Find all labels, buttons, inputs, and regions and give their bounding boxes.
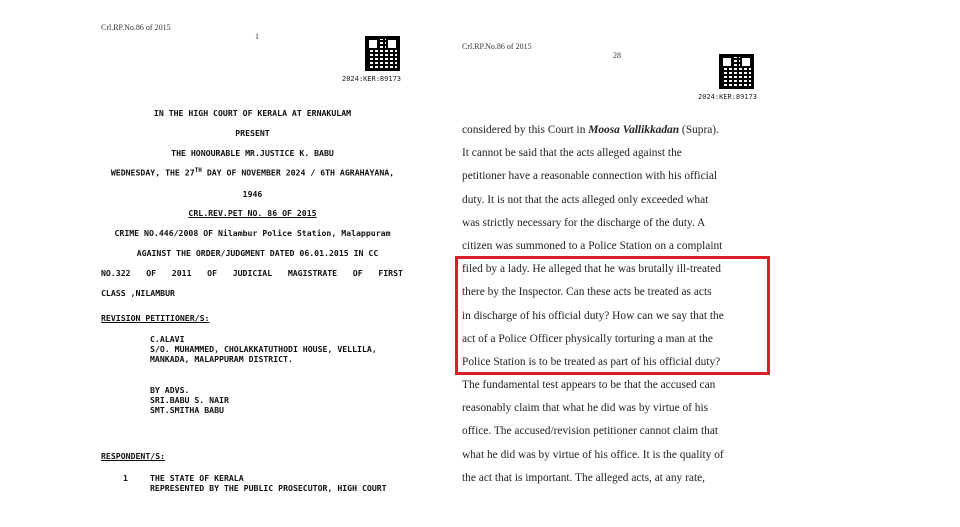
body-line-1: considered by this Court in Moosa Vallikkadan (Supra).: [462, 124, 719, 136]
body-line: was strictly necessary for the discharge of the duty. A: [462, 216, 706, 229]
petitioner-address-2: MANKADA, MALAPPURAM DISTRICT.: [150, 354, 293, 364]
against-order-line-3: CLASS ,NILAMBUR: [101, 288, 175, 298]
court-title: IN THE HIGH COURT OF KERALA AT ERNAKULAM: [153, 108, 352, 118]
body-line: The fundamental test appears to be that the accused can: [462, 379, 716, 392]
hearing-year: 1946: [242, 189, 263, 199]
by-advs-label: BY ADVS.: [150, 385, 190, 395]
petitioner-name: C.ALAVI: [150, 334, 185, 344]
highlight-box: [455, 256, 770, 375]
word: NO.322: [101, 268, 131, 278]
respondent-label: RESPONDENT/S:: [101, 451, 166, 461]
word: 2011: [171, 268, 192, 278]
left-page: [95, 0, 410, 527]
qr-code-icon: [365, 36, 400, 71]
present-label: PRESENT: [235, 128, 270, 138]
body-line: Police Station is to be treated as part of his official duty?: [462, 355, 721, 368]
body-line: in discharge of his official duty? How can we say that the: [462, 309, 724, 322]
word: FIRST: [378, 268, 403, 278]
body-line: petitioner have a reasonable connection with his official: [462, 170, 718, 183]
right-citation: 2024:KER:89173: [698, 93, 758, 101]
left-citation: 2024:KER:89173: [342, 75, 402, 83]
crime-number: CRIME NO.446/2008 OF Nilambur Police Station, Malappuram: [114, 228, 391, 238]
hearing-date: WEDNESDAY, THE 27TH DAY OF NOVEMBER 2024 / 6TH AGRAHAYANA,: [110, 167, 395, 178]
word: JUDICIAL: [232, 268, 273, 278]
word: OF: [352, 268, 363, 278]
against-order-line-2: [101, 268, 403, 278]
right-page-number: 28: [613, 51, 621, 60]
body-line: what he did was by virtue of his office. It is the quality of: [462, 448, 724, 461]
body-line: duty. It is not that the acts alleged only exceeded what: [462, 193, 709, 206]
body-line: filed by a lady. He alleged that he was brutally ill-treated: [462, 263, 721, 276]
body-line: act of a Police Officer physically torturing a man at the: [462, 332, 713, 345]
advocate-1: SRI.BABU S. NAIR: [150, 395, 229, 405]
body-line: reasonably claim that what he did was by virtue of his: [462, 402, 709, 415]
body-line: the act that is important. The alleged acts, at any rate,: [462, 471, 706, 484]
respondent-number: 1: [123, 473, 128, 483]
against-order-line-1: AGAINST THE ORDER/JUDGMENT DATED 06.01.2015 IN CC: [136, 248, 379, 258]
respondent-2: REPRESENTED BY THE PUBLIC PROSECUTOR, HIGH COURT: [150, 483, 387, 493]
revision-petitioner-label: REVISION PETITIONER/S:: [101, 313, 210, 323]
advocate-2: SMT.SMITHA BABU: [150, 405, 224, 415]
body-line: citizen was summoned to a Police Station on a complaint: [462, 239, 723, 252]
respondent-1: THE STATE OF KERALA: [150, 473, 244, 483]
word: OF: [207, 268, 218, 278]
case-title: CRL.REV.PET NO. 86 OF 2015: [188, 208, 317, 218]
qr-code-icon: [719, 54, 754, 89]
left-case-ref: Crl.RP.No.86 of 2015: [101, 23, 171, 32]
body-line: It cannot be said that the acts alleged against the: [462, 147, 682, 160]
right-case-ref: Crl.RP.No.86 of 2015: [462, 42, 532, 51]
left-page-number: 1: [255, 32, 259, 41]
body-line: there by the Inspector. Can these acts be treated as acts: [462, 286, 712, 299]
word: OF: [146, 268, 157, 278]
petitioner-address-1: S/O. MUHAMMED, CHOLAKKATUTHODI HOUSE, VELLILA,: [150, 344, 377, 354]
body-line: office. The accused/revision petitioner cannot claim that: [462, 425, 719, 438]
judge-name: THE HONOURABLE MR.JUSTICE K. BABU: [171, 148, 334, 158]
word: MAGISTRATE: [287, 268, 338, 278]
